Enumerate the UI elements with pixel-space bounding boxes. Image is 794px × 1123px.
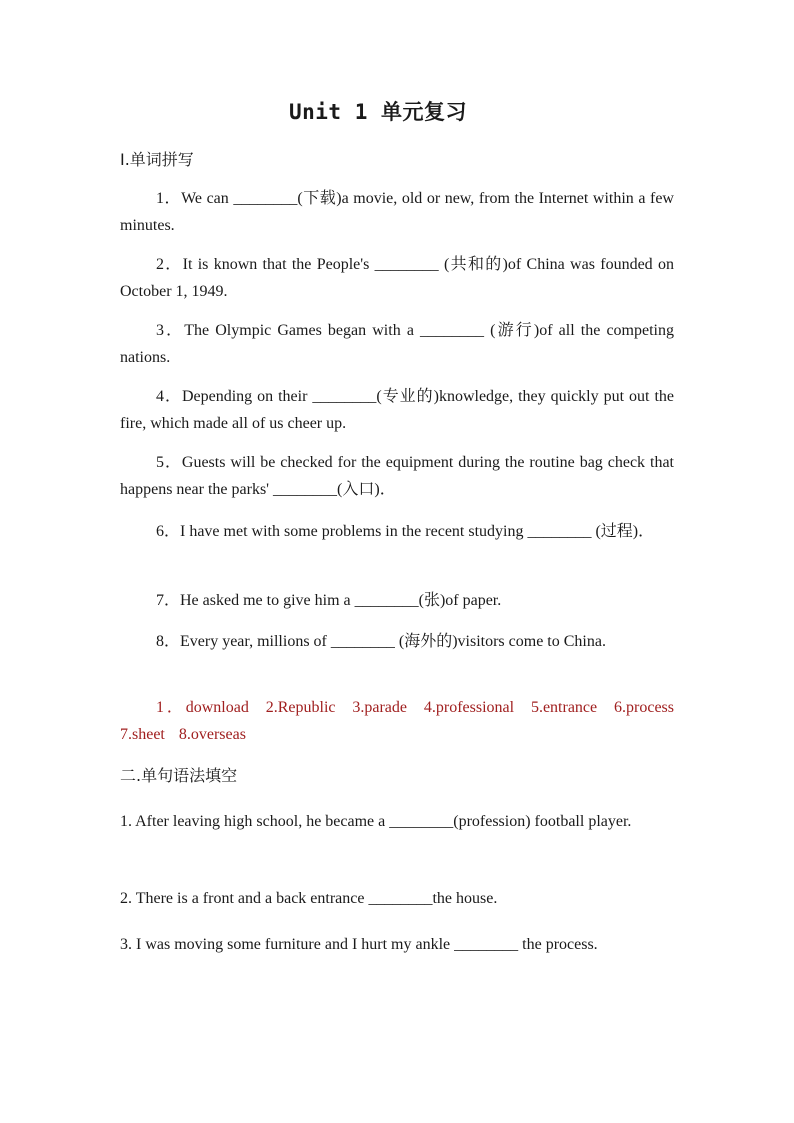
spelling-item-4: 4．Depending on their ________(专业的)knowledge, they quickly put out the fire, which made all of us cheer up. — [120, 388, 674, 432]
spelling-item-1: 1．We can ________(下载)a movie, old or new, from the Internet within a few minutes. — [120, 190, 674, 234]
grammar-item-1: 1. After leaving high school, he became a ________(profession) football player. — [120, 813, 632, 830]
section2-heading: 二.单句语法填空 — [120, 766, 238, 785]
section1-heading: Ⅰ.单词拼写 — [120, 150, 194, 169]
spelling-item-3: 3．The Olympic Games began with a ________ (游行)of all the competing nations. — [120, 322, 674, 366]
spelling-item-2: 2．It is known that the People's ________ (共和的)of China was founded on October 1, 1949. — [120, 256, 674, 300]
grammar-item-3: 3. I was moving some furniture and I hurt my ankle ________ the process. — [120, 936, 598, 953]
grammar-item-2: 2. There is a front and a back entrance ________the house. — [120, 890, 498, 907]
spelling-item-7: 7．He asked me to give him a ________(张)of paper. — [156, 592, 502, 609]
spelling-item-6: 6．I have met with some problems in the recent studying ________ (过程)． — [156, 523, 655, 540]
spelling-item-5: 5．Guests will be checked for the equipment during the routine bag check that happens near the parks' ________(入口)． — [120, 454, 674, 498]
spelling-item-8: 8．Every year, millions of ________ (海外的)visitors come to China. — [156, 633, 606, 650]
page-title: Unit 1 单元复习 — [288, 100, 467, 124]
answer-key: 1．download 2.Republic 3.parade 4.professional 5.entrance 6.process 7.sheet 8.overseas — [120, 699, 674, 743]
